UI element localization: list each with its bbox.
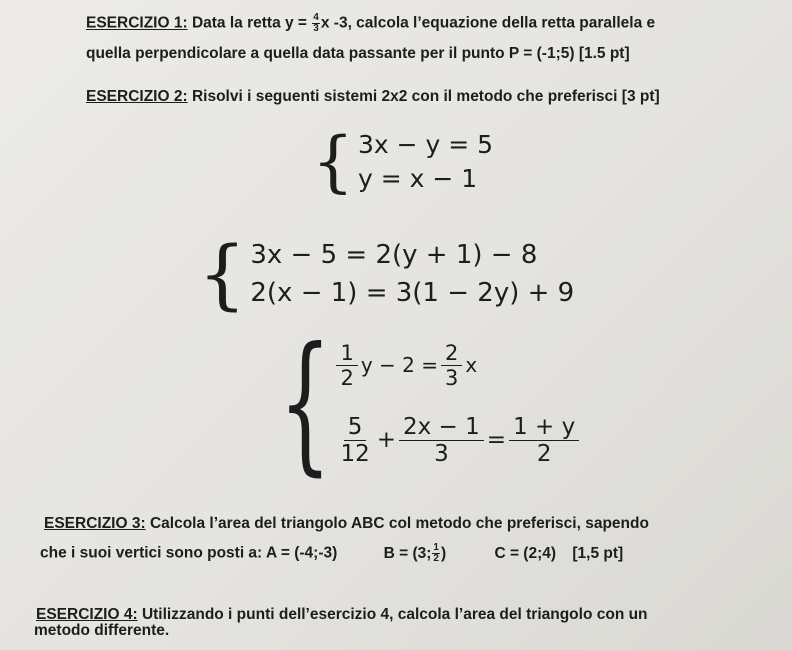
system-3-eq1-frac-1-num: 1: [336, 341, 357, 366]
system-2-equation-2: 2(x − 1) = 3(1 − 2y) + 9: [250, 278, 575, 308]
exercise-4-title: ESERCIZIO 4:: [36, 606, 138, 623]
exercise-4-line-2: metodo differente.: [34, 622, 170, 639]
system-2: [198, 229, 575, 318]
system-3-eq2-frac-2-den: 3: [434, 440, 449, 467]
exercise-3-points: [1,5 pt]: [572, 544, 624, 562]
exercise-3-point-b-end: ): [440, 544, 447, 562]
exercise-3-title: ESERCIZIO 3:: [44, 515, 146, 532]
exercise-1-text-b: x -3, calcola l’equazione della retta parallela e: [320, 14, 656, 32]
exercise-1-fraction: [312, 13, 320, 34]
exercise-1-line-2: quella perpendicolare a quella data passante per il punto P = (-1;5) [1.5 pt]: [86, 45, 630, 62]
exercise-1-fraction-den: 3: [313, 23, 319, 34]
exercise-3-point-b-den: 2: [433, 553, 439, 564]
system-3-eq2-frac-3: [509, 414, 579, 467]
system-3: [236, 316, 582, 490]
exercise-1-line-1: [86, 13, 655, 34]
exercise-1-title: ESERCIZIO 1:: [86, 14, 188, 32]
system-1-equation-1: 3x − y = 5: [358, 130, 494, 159]
exercise-1-text-a: Data la retta y =: [191, 14, 307, 32]
system-3-eq1-middle: y − 2 =: [360, 353, 438, 377]
system-3-eq1-frac-2-den: 3: [444, 365, 459, 390]
exercise-2-line-1: [86, 88, 660, 106]
system-3-eq2-frac-1-den: 12: [340, 440, 370, 467]
system-3-eq2-frac-1: [336, 414, 373, 467]
exercise-2-text: Risolvi i seguenti sistemi 2x2 con il metodo che preferisci [3 pt]: [191, 88, 660, 105]
system-1: [312, 123, 494, 200]
system-3-equation-1: [333, 328, 582, 402]
system-3-equation-2: [333, 402, 582, 478]
exercise-3-point-c: C = (2;4): [494, 544, 557, 562]
exercise-3-line-2: [40, 543, 623, 564]
system-1-brace: {: [312, 123, 354, 200]
system-2-equation-1: 3x − 5 = 2(y + 1) − 8: [250, 240, 538, 270]
exercise-2-title: ESERCIZIO 2:: [86, 88, 188, 105]
system-3-eq2-equals: =: [486, 427, 507, 453]
exercise-3-point-a: che i suoi vertici sono posti a: A = (-4;-3): [40, 544, 338, 562]
system-3-eq2-frac-3-den: 2: [536, 440, 552, 467]
system-3-eq1-end: x: [465, 353, 478, 377]
exercise-3-point-b: [383, 542, 451, 564]
system-3-eq2-plus: +: [376, 427, 396, 453]
system-3-eq1-frac-1-den: 2: [340, 365, 354, 390]
system-3-eq2-frac-2: [399, 414, 484, 467]
system-3-brace: {: [278, 316, 332, 490]
exercise-3-point-b-fraction: [432, 543, 440, 564]
exercise-3-point-b-num: 1: [433, 542, 439, 553]
system-1-equation-2: y = x − 1: [358, 164, 478, 193]
system-3-eq1-frac-1: [336, 341, 357, 390]
exercise-1-fraction-num: 4: [313, 12, 319, 23]
exercise-3-point-b-start: B = (3;: [383, 544, 432, 562]
exercise-4-text: Utilizzando i punti dell’esercizio 4, calcola l’area del triangolo con un: [141, 606, 648, 623]
exercise-3-text: Calcola l’area del triangolo ABC col metodo che preferisci, sapendo: [149, 515, 649, 532]
system-3-eq2-frac-3-num: 1 + y: [509, 414, 579, 441]
system-3-eq1-frac-2: [441, 341, 462, 390]
system-3-eq2-frac-1-num: 5: [344, 414, 367, 441]
exercise-3-line-1: [44, 515, 649, 533]
system-2-brace: {: [198, 229, 247, 318]
system-3-eq2-frac-2-num: 2x − 1: [399, 414, 484, 441]
system-3-eq1-frac-2-num: 2: [441, 341, 462, 366]
